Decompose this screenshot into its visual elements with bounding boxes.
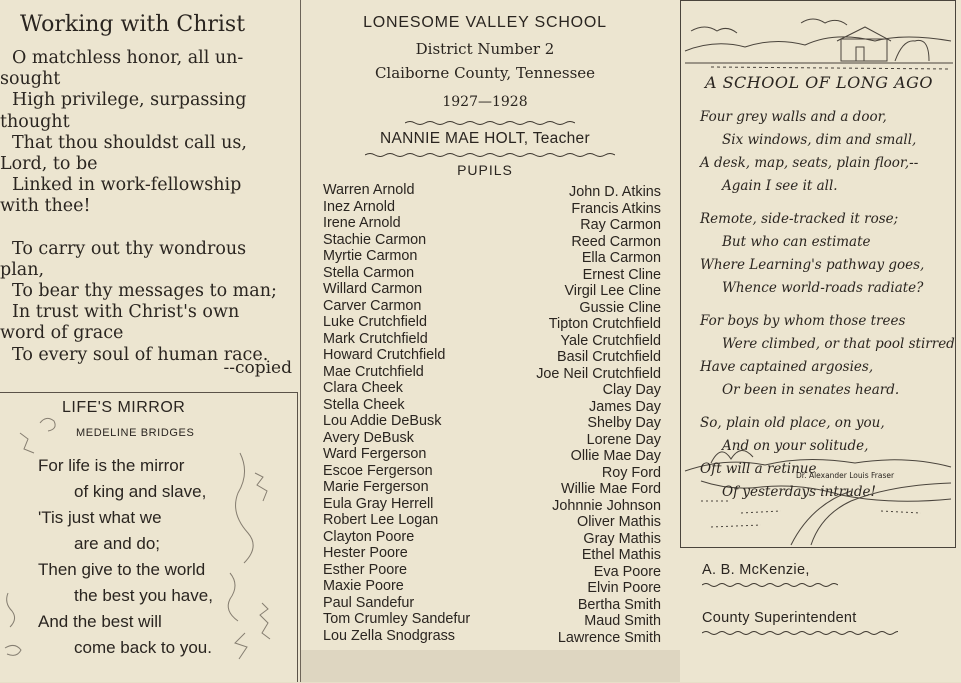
pupil-name: Escoe Fergerson: [323, 462, 433, 479]
pupil-name: Carver Carmon: [323, 297, 422, 314]
pupil-name: James Day: [589, 398, 661, 415]
pupils-heading: PUPILS: [457, 162, 513, 178]
poem-line: Six windows, dim and small,: [722, 132, 917, 148]
wavy-rule: [702, 582, 838, 588]
column-divider: [300, 0, 301, 682]
stanza-gap: [700, 198, 955, 208]
poem-line: O matchless honor, all un-: [12, 48, 244, 68]
school-roster: [305, 0, 675, 682]
pupil-name: Inez Arnold: [323, 198, 396, 215]
pupil-name: Reed Carmon: [571, 233, 661, 250]
poem-working-with-christ: [0, 0, 300, 392]
pupil-name: Johnnie Johnson: [552, 497, 661, 514]
pupil-name: Shelby Day: [587, 415, 661, 431]
pupil-name: Hester Poore: [323, 545, 408, 561]
pupil-name: Yale Crutchfield: [560, 332, 661, 349]
pupil-name: Virgil Lee Cline: [564, 283, 661, 299]
paper-stain: [300, 650, 680, 682]
pupil-name: Stella Cheek: [323, 396, 405, 413]
pupil-name: Ethel Mathis: [581, 547, 661, 563]
pupil-name: Roy Ford: [601, 464, 661, 481]
pupil-name: Mae Crutchfield: [323, 363, 424, 380]
poem-line: A desk, map, seats, plain floor,--: [700, 155, 919, 171]
teacher-name: NANNIE MAE HOLT, Teacher: [380, 130, 590, 147]
wavy-rule: [365, 152, 615, 158]
poem-line: word of grace: [0, 323, 124, 344]
poem-author: MEDELINE BRIDGES: [76, 427, 195, 439]
poem-line: Remote, side-tracked it rose;: [700, 211, 899, 227]
stanza-gap: [700, 402, 955, 412]
pupil-name: Esther Poore: [323, 561, 407, 578]
poem-line: the best you have,: [74, 586, 213, 605]
pupil-name: Tipton Crutchfield: [548, 316, 661, 332]
pupil-name: Lorene Day: [586, 431, 661, 448]
poem-line: For boys by whom those trees: [700, 313, 906, 329]
pupil-name: Ollie Mae Day: [570, 448, 661, 464]
pupil-name: Stachie Carmon: [323, 231, 427, 248]
pupil-name: Irene Arnold: [323, 215, 401, 231]
wavy-rule: [702, 630, 898, 636]
pupil-name: Eva Poore: [593, 563, 661, 580]
pupil-name: Warren Arnold: [323, 182, 415, 198]
pupil-name: Ward Fergerson: [323, 446, 427, 462]
stanza-gap: [700, 300, 955, 310]
poem-line: Of yesterdays intrude!: [722, 484, 876, 500]
school-district: District Number 2: [415, 40, 555, 58]
poem-line: To every soul of human race.: [12, 344, 269, 365]
pupil-name: Marie Fergerson: [323, 479, 429, 495]
poem-line: That thou shouldst call us,: [12, 132, 247, 153]
pupil-name: Tom Crumley Sandefur: [323, 611, 471, 627]
poem-line: thought: [0, 111, 70, 132]
pupil-list-right: [495, 184, 661, 646]
pupil-name: Luke Crutchfield: [323, 314, 427, 330]
poem-line: Have captained argosies,: [700, 359, 874, 375]
poem-line: with thee!: [0, 196, 91, 217]
pupil-name: Lou Addie DeBusk: [323, 413, 442, 429]
pupil-name: Stella Carmon: [323, 264, 415, 281]
pupil-name: Clara Cheek: [323, 380, 403, 396]
poem-line: [0, 218, 296, 239]
pupil-name: Basil Crutchfield: [557, 349, 661, 365]
poem-line: In trust with Christ's own: [12, 302, 240, 323]
poem-line: are and do;: [74, 534, 161, 553]
pupil-name: Gray Mathis: [583, 530, 661, 547]
pupil-name: Myrtie Carmon: [323, 248, 418, 264]
poem-line: Were climbed, or that pool stirred: [722, 336, 955, 352]
poem-title: A SCHOOL OF LONG AGO: [704, 73, 934, 92]
poem-line: Then give to the world: [38, 560, 206, 579]
pupil-name: Gussie Cline: [579, 299, 661, 316]
poem-line: For life is the mirror: [38, 456, 185, 475]
pupil-name: Paul Sandefur: [323, 594, 415, 611]
poem-line: come back to you.: [74, 638, 212, 657]
pupil-name: Maud Smith: [584, 613, 661, 629]
poem-line: And the best will: [38, 612, 162, 631]
poem-school-of-long-ago: [678, 0, 961, 682]
poem-line: To carry out thy wondrous: [12, 238, 247, 259]
poem-title: LIFE'S MIRROR: [62, 399, 186, 416]
pupil-name: Bertha Smith: [577, 596, 661, 613]
school-county: Claiborne County, Tennessee: [374, 64, 596, 82]
pupil-name: Willie Mae Ford: [561, 481, 661, 497]
pupil-name: Eula Gray Herrell: [323, 495, 434, 512]
pupil-name: Clay Day: [602, 382, 661, 398]
poem-line: Again I see it all.: [722, 178, 838, 194]
pupil-name: Elvin Poore: [587, 580, 661, 596]
poem-lines: [0, 48, 296, 366]
poem-line: of king and slave,: [74, 482, 207, 501]
pupil-name: Ray Carmon: [580, 217, 661, 233]
poem-lifes-mirror: [0, 392, 298, 682]
poem-title: Working with Christ: [20, 12, 246, 37]
pupil-name: Willard Carmon: [323, 281, 423, 297]
pupil-name: Francis Atkins: [571, 200, 661, 217]
poem-line: Linked in work-fellowship: [12, 175, 242, 196]
poem-line: Whence world-roads radiate?: [722, 280, 924, 296]
poem-line: Lord, to be: [0, 154, 98, 175]
pupil-name: Robert Lee Logan: [323, 512, 439, 528]
poem-line: sought: [0, 69, 61, 90]
poem-line: plan,: [0, 259, 45, 280]
poem-line: To bear thy messages to man;: [12, 281, 277, 302]
pupil-name: Avery DeBusk: [323, 429, 414, 446]
pupil-name: Mark Crutchfield: [323, 330, 428, 347]
superintendent-name: A. B. McKenzie,: [702, 562, 810, 578]
poem-lines: [0, 453, 296, 661]
wavy-rule: [405, 120, 575, 126]
poem-line: Four grey walls and a door,: [700, 109, 887, 125]
pupil-name: Clayton Poore: [323, 528, 415, 545]
poem-line: 'Tis just what we: [38, 508, 162, 527]
pupil-name: John D. Atkins: [569, 184, 661, 200]
poem-lines: [700, 106, 955, 504]
pupil-name: Maxie Poore: [323, 578, 404, 594]
pupil-name: Lou Zella Snodgrass: [323, 627, 455, 644]
pupil-name: Ernest Cline: [582, 266, 661, 283]
poem-author: Dr. Alexander Louis Fraser: [796, 471, 895, 480]
poem-line: High privilege, surpassing: [12, 90, 247, 111]
poem-line: Where Learning's pathway goes,: [700, 257, 925, 273]
pupil-name: Howard Crutchfield: [323, 347, 446, 363]
poem-credit: --copied: [223, 358, 292, 378]
poem-line: Oft will a retinue: [700, 461, 817, 477]
superintendent-title: County Superintendent: [702, 610, 857, 626]
pupil-name: Lawrence Smith: [557, 629, 661, 646]
poem-line: And on your solitude,: [722, 438, 869, 454]
poem-line: So, plain old place, on you,: [700, 415, 885, 431]
school-years: 1927—1928: [442, 94, 528, 110]
school-name: LONESOME VALLEY SCHOOL: [363, 14, 607, 31]
pupil-name: Oliver Mathis: [577, 514, 661, 530]
pupil-list-left: [323, 182, 470, 644]
pupil-name: Joe Neil Crutchfield: [536, 365, 661, 382]
poem-line: But who can estimate: [722, 234, 871, 250]
pupil-name: Ella Carmon: [581, 250, 661, 266]
poem-line: Or been in senates heard.: [722, 382, 900, 398]
